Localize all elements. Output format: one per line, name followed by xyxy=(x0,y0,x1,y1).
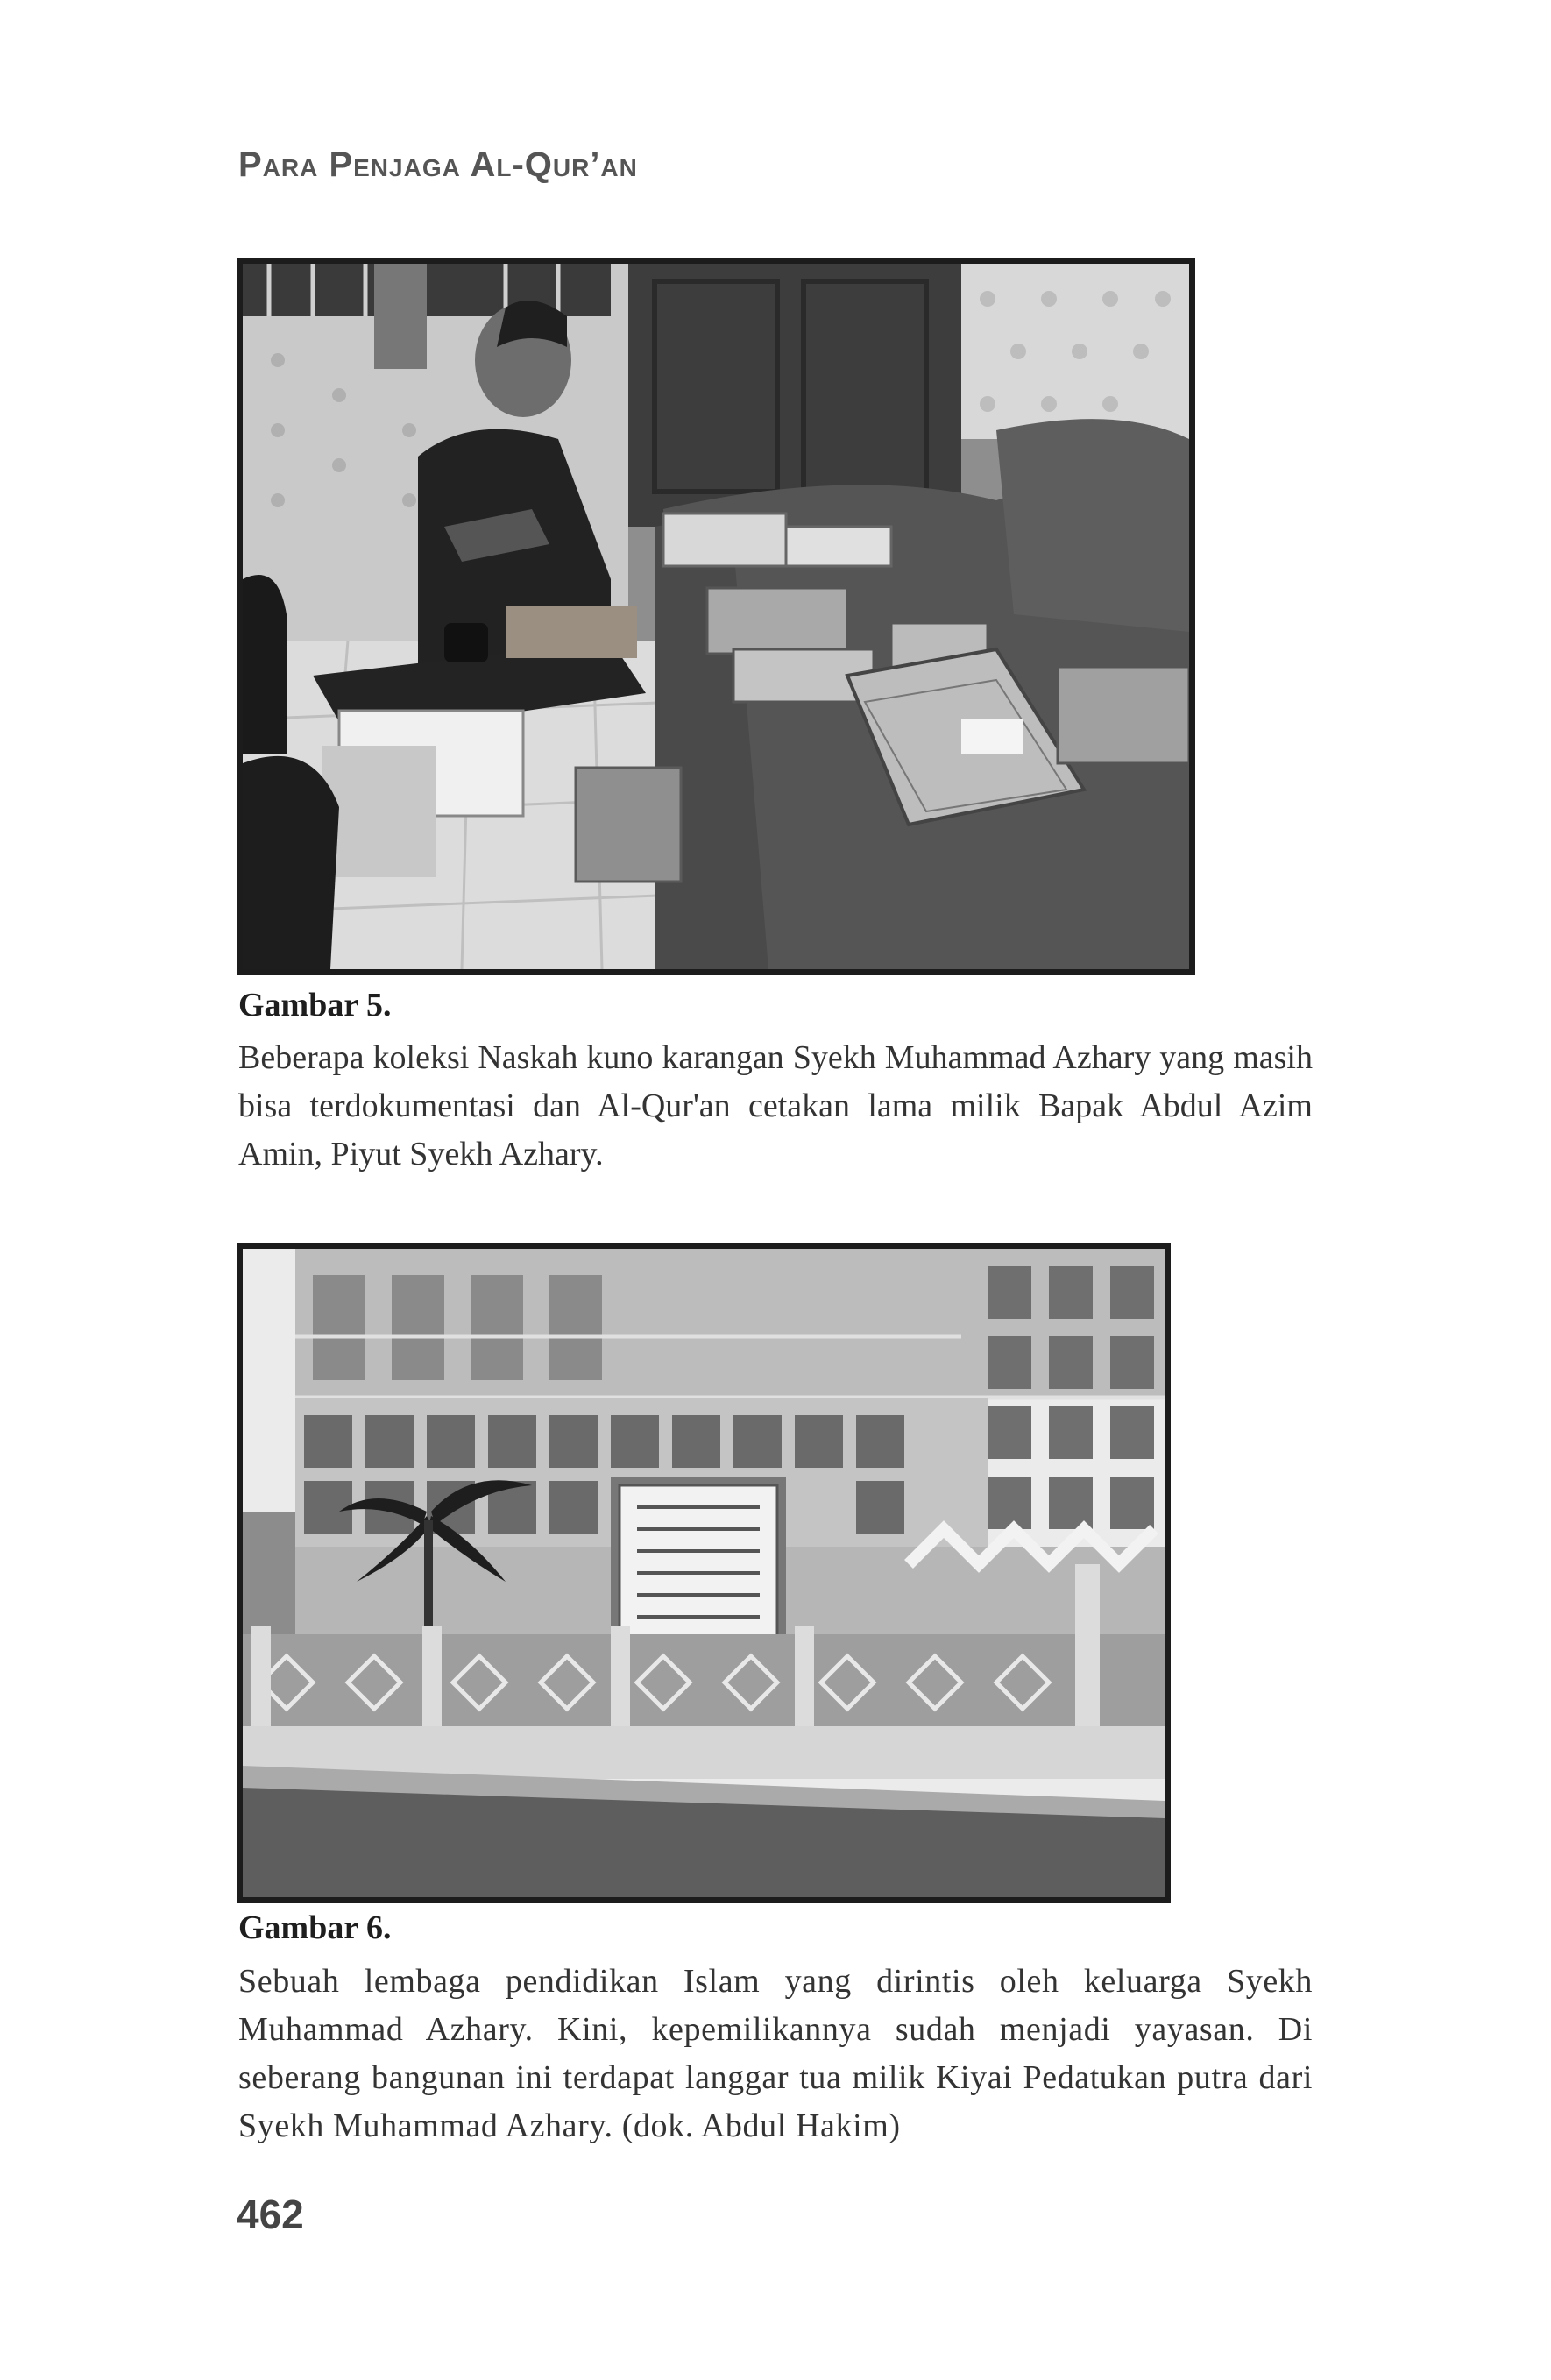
school-building-photo xyxy=(243,1249,1165,1897)
page-number: 462 xyxy=(237,2192,304,2237)
figure-5-caption: Beberapa koleksi Naskah kuno karangan Syekh Muhammad Azhary yang masih bisa terdokumentasi dan Al-Qur'an cetakan lama milik Bapak Abdul Azim Amin, Piyut Syekh Azhary. xyxy=(238,1039,1313,1172)
running-header: Para Penjaga Al-Qur’an xyxy=(238,145,638,184)
figure-6-photo xyxy=(237,1243,1171,1903)
manuscripts-photo xyxy=(243,264,1189,969)
figure-5-label: Gambar 5. xyxy=(238,987,392,1024)
figure-5-photo xyxy=(237,258,1195,975)
figure-6-label: Gambar 6. xyxy=(238,1909,392,1946)
figure-6-caption: Sebuah lembaga pendidikan Islam yang dirintis oleh keluarga Syekh Muhammad Azhary. Kini, kepemilikannya sudah menjadi yayasan. Di seberang bangunan ini terdapat langgar tua milik Kiyai Pedatukan putra dari Syekh Muhammad Azhary. (dok. Abdul Hakim) xyxy=(238,1963,1313,2144)
